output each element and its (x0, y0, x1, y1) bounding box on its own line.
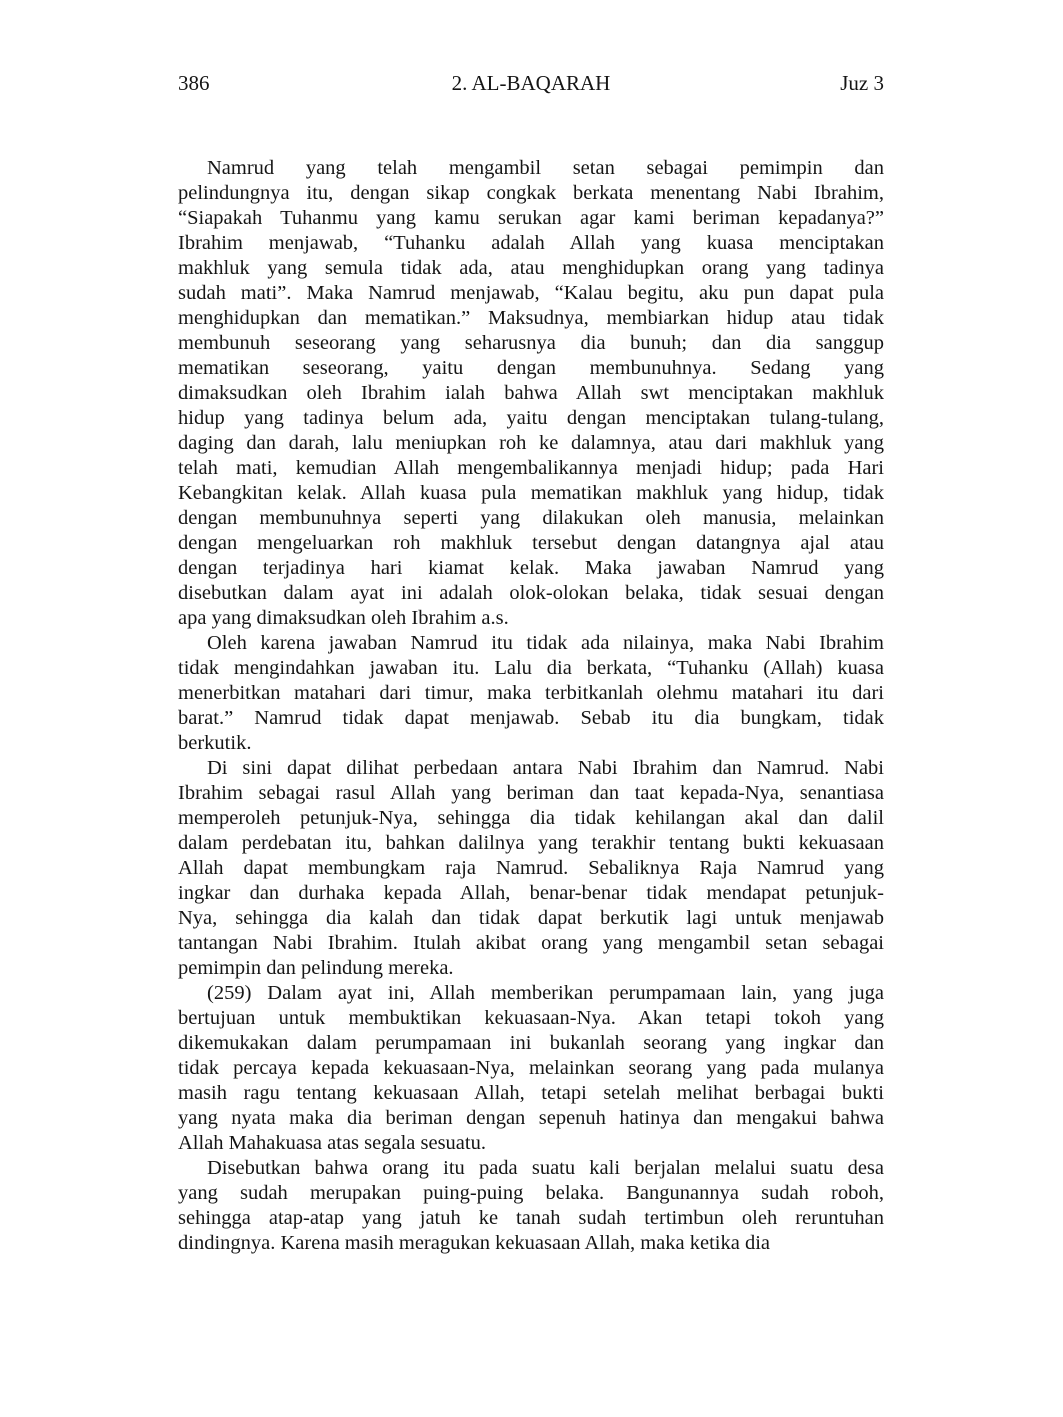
text-line: mematikan seseorang, yaitu dengan membunuhnya. Sedang yang (178, 357, 884, 379)
text-line: berkutik. (178, 732, 252, 754)
text-line: dengan mengeluarkan roh makhluk tersebut dengan datangnya ajal atau (178, 532, 884, 554)
text-line: ingkar dan durhaka kepada Allah, benar-benar tidak mendapat petunjuk- (178, 882, 884, 904)
text-line: yang sudah merupakan puing-puing belaka. Bangunannya sudah roboh, (178, 1182, 884, 1204)
juz-label: Juz 3 (840, 71, 884, 95)
text-line: barat.” Namrud tidak dapat menjawab. Sebab itu dia bungkam, tidak (178, 707, 884, 729)
text-line: dindingnya. Karena masih meragukan kekuasaan Allah, maka ketika dia (178, 1232, 771, 1254)
document-body (178, 156, 884, 1256)
text-line: Di sini dapat dilihat perbedaan antara Nabi Ibrahim dan Namrud. Nabi (207, 757, 884, 779)
text-line: “Siapakah Tuhanmu yang kamu serukan agar kami beriman kepadanya?” (178, 207, 884, 229)
text-line: telah mati, kemudian Allah mengembalikannya menjadi hidup; pada Hari (178, 457, 884, 479)
text-line: (259) Dalam ayat ini, Allah memberikan perumpamaan lain, yang juga (207, 982, 884, 1004)
text-line: Oleh karena jawaban Namrud itu tidak ada nilainya, maka Nabi Ibrahim (207, 632, 884, 654)
text-line: pelindungnya itu, dengan sikap congkak berkata menentang Nabi Ibrahim, (178, 182, 884, 204)
text-line: tidak mengindahkan jawaban itu. Lalu dia berkata, “Tuhanku (Allah) kuasa (178, 657, 884, 679)
text-line: Namrud yang telah mengambil setan sebagai pemimpin dan (207, 157, 884, 179)
text-line: Allah dapat membungkam raja Namrud. Sebaliknya Raja Namrud yang (178, 857, 884, 879)
text-line: yang nyata maka dia beriman dengan sepenuh hatinya dan mengakui bahwa (178, 1107, 884, 1129)
paragraph (178, 1156, 884, 1256)
running-header (178, 71, 884, 96)
text-line: memperoleh petunjuk-Nya, sehingga dia tidak kehilangan akal dan dalil (178, 807, 884, 829)
page-number: 386 (178, 71, 210, 95)
paragraph (178, 156, 884, 631)
text-line: menerbitkan matahari dari timur, maka terbitkanlah olehmu matahari itu dari (178, 682, 884, 704)
text-line: daging dan darah, lalu meniupkan roh ke dalamnya, atau dari makhluk yang (178, 432, 884, 454)
text-line: menghidupkan dan mematikan.” Maksudnya, membiarkan hidup atau tidak (178, 307, 884, 329)
text-line: Disebutkan bahwa orang itu pada suatu kali berjalan melalui suatu desa (207, 1157, 884, 1179)
text-line: tantangan Nabi Ibrahim. Itulah akibat orang yang mengambil setan sebagai (178, 932, 884, 954)
text-line: membunuh seseorang yang seharusnya dia bunuh; dan dia sanggup (178, 332, 884, 354)
paragraph (178, 631, 884, 756)
text-line: sehingga atap-atap yang jatuh ke tanah sudah tertimbun oleh reruntuhan (178, 1207, 884, 1229)
text-line: apa yang dimaksudkan oleh Ibrahim a.s. (178, 607, 509, 629)
text-line: Ibrahim sebagai rasul Allah yang beriman dan taat kepada-Nya, senantiasa (178, 782, 884, 804)
text-line: bertujuan untuk membuktikan kekuasaan-Nya. Akan tetapi tokoh yang (178, 1007, 884, 1029)
text-line: pemimpin dan pelindung mereka. (178, 957, 454, 979)
text-line: masih ragu tentang kekuasaan Allah, tetapi setelah melihat berbagai bukti (178, 1082, 884, 1104)
text-line: Kebangkitan kelak. Allah kuasa pula mematikan makhluk yang hidup, tidak (178, 482, 884, 504)
text-line: Nya, sehingga dia kalah dan tidak dapat berkutik lagi untuk menjawab (178, 907, 884, 929)
text-line: hidup yang tadinya belum ada, yaitu dengan menciptakan tulang-tulang, (178, 407, 884, 429)
text-line: dimaksudkan oleh Ibrahim ialah bahwa Allah swt menciptakan makhluk (178, 382, 884, 404)
text-line: makhluk yang semula tidak ada, atau menghidupkan orang yang tadinya (178, 257, 884, 279)
text-line: tidak percaya kepada kekuasaan-Nya, melainkan seorang yang pada mulanya (178, 1057, 884, 1079)
text-line: dikemukakan dalam perumpamaan ini bukanlah seorang yang ingkar dan (178, 1032, 884, 1054)
paragraph (178, 981, 884, 1156)
text-line: Ibrahim menjawab, “Tuhanku adalah Allah yang kuasa menciptakan (178, 232, 884, 254)
text-line: dalam perdebatan itu, bahkan dalilnya yang terakhir tentang bukti kekuasaan (178, 832, 884, 854)
text-line: dengan membunuhnya seperti yang dilakukan oleh manusia, melainkan (178, 507, 884, 529)
paragraph (178, 756, 884, 981)
text-line: Allah Mahakuasa atas segala sesuatu. (178, 1132, 486, 1154)
surah-title: 2. AL-BAQARAH (451, 71, 611, 95)
text-line: dengan terjadinya hari kiamat kelak. Maka jawaban Namrud yang (178, 557, 884, 579)
text-line: sudah mati”. Maka Namrud menjawab, “Kalau begitu, aku pun dapat pula (178, 282, 884, 304)
text-line: disebutkan dalam ayat ini adalah olok-olokan belaka, tidak sesuai dengan (178, 582, 884, 604)
